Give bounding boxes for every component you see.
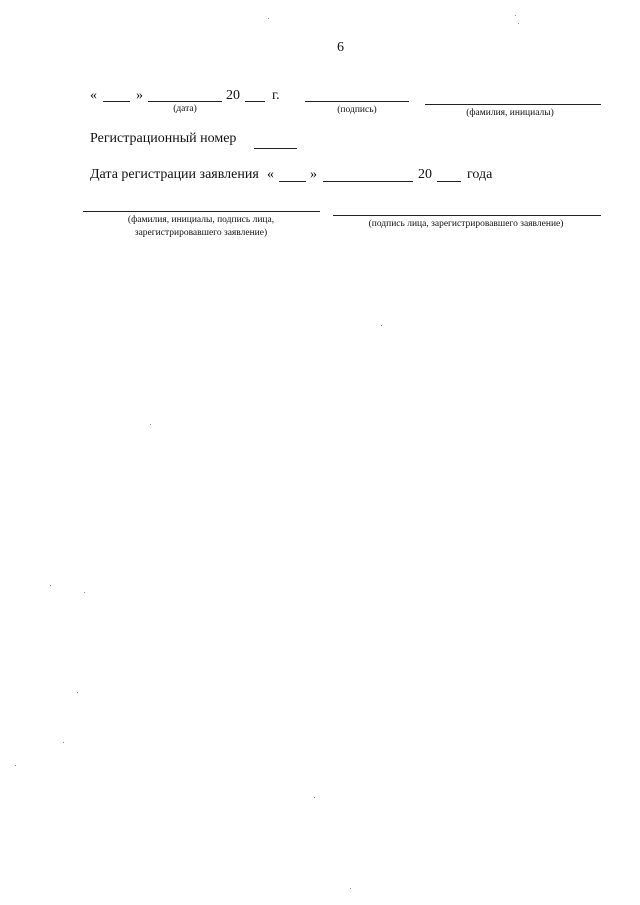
date-open-quote: « — [90, 88, 97, 103]
registration-date-label: Дата регистрации заявления — [90, 167, 259, 182]
scan-speck — [77, 692, 78, 693]
date-close-quote: » — [136, 88, 143, 103]
registration-day-blank-line — [279, 181, 306, 182]
scan-speck — [150, 424, 151, 425]
registration-number-blank-line — [254, 148, 297, 149]
date-caption: (дата) — [173, 104, 197, 114]
scan-speck — [515, 15, 516, 16]
registrar-name-signature-line — [83, 211, 320, 212]
scan-speck — [15, 765, 16, 766]
day-blank-line — [103, 101, 130, 102]
registrar-name-caption-line2: зарегистрировавшего заявление) — [134, 228, 268, 238]
registration-month-blank-line — [323, 181, 413, 182]
registration-year-suffix: года — [467, 167, 493, 182]
registrar-signature-line — [333, 215, 601, 216]
scan-speck — [268, 18, 269, 19]
scan-speck — [314, 797, 315, 798]
scan-speck — [350, 888, 351, 889]
year-blank-line — [245, 101, 265, 102]
registration-year-blank-line — [437, 181, 461, 182]
registrar-signature-caption: (подпись лица, зарегистрировавшего заявление) — [368, 219, 564, 229]
month-blank-line — [148, 101, 222, 102]
registration-date-open-quote: « — [267, 167, 274, 182]
registration-date-close-quote: » — [310, 167, 317, 182]
year-prefix: 20 — [226, 88, 240, 103]
year-suffix: г. — [272, 88, 280, 103]
name-caption: (фамилия, инициалы) — [466, 108, 554, 118]
scan-speck — [518, 23, 519, 24]
scan-speck — [84, 592, 85, 593]
page-number: 6 — [337, 40, 344, 55]
signature-caption: (подпись) — [337, 105, 377, 115]
scan-speck — [63, 742, 64, 743]
registration-number-label: Регистрационный номер — [90, 131, 237, 146]
signature-blank-line — [305, 101, 409, 102]
scan-speck — [381, 325, 382, 326]
name-blank-line — [425, 104, 601, 105]
registration-year-prefix: 20 — [418, 167, 432, 182]
registrar-name-caption-line1: (фамилия, инициалы, подпись лица, — [127, 215, 275, 225]
scan-speck — [50, 585, 51, 586]
